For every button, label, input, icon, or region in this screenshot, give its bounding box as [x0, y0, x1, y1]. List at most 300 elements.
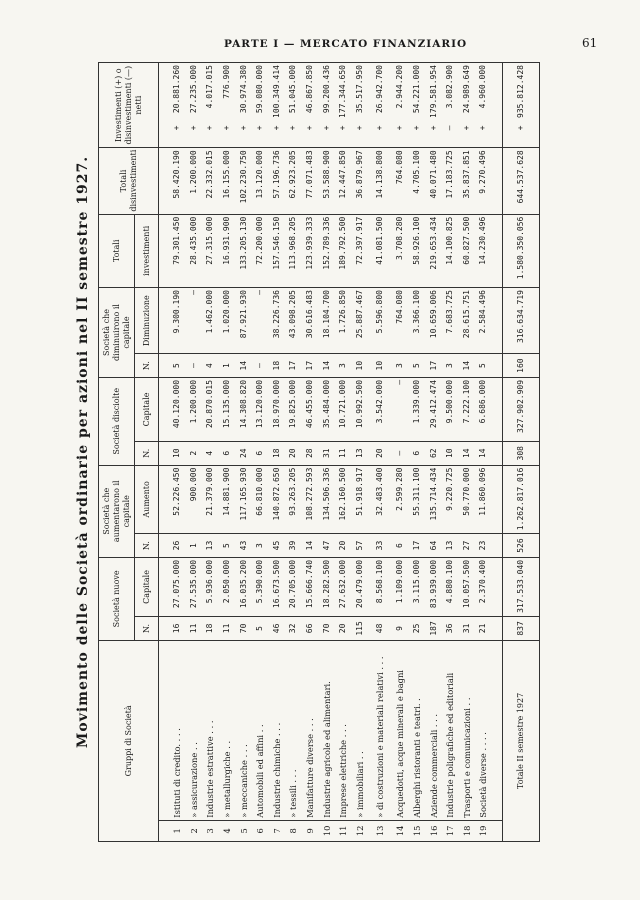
total-cap3: 327.902.909	[502, 377, 539, 441]
cell-n3: 62	[425, 441, 442, 465]
cell-net	[169, 63, 186, 148]
net-sign: +	[375, 125, 385, 131]
cell-inv: 152.789.336	[318, 214, 335, 287]
cell-aum: 93.263.205	[285, 465, 302, 534]
total-n1: 837	[502, 617, 539, 641]
cell-n3: 28	[302, 441, 319, 465]
cell-n4: 17	[285, 354, 302, 378]
cell-cap1: 4.880.100	[442, 557, 459, 616]
cell-net	[252, 63, 269, 148]
cell-dim: 38.226.736	[269, 288, 286, 354]
spacer-cell	[159, 354, 170, 378]
cell-dim: —	[252, 288, 269, 354]
cell-dis: 40.071.480	[425, 148, 442, 214]
cell-dim: 1.726.850	[335, 288, 352, 354]
net-sign: —	[445, 125, 455, 131]
spacer-cell	[492, 148, 503, 214]
net-value: 24.989.649	[461, 65, 471, 114]
net-sign: +	[321, 125, 331, 131]
cell-dis: 4.705.100	[409, 148, 426, 214]
header-totali-disinv: Totali disinvestimenti	[99, 148, 159, 214]
cell-cap3: —	[392, 377, 409, 441]
cell-cap1: 16.035.200	[235, 557, 252, 616]
cell-aum: 134.506.336	[318, 465, 335, 534]
cell-cap1: 20.705.000	[285, 557, 302, 616]
cell-cap3: 1.339.000	[409, 377, 426, 441]
cell-aum: 135.714.434	[425, 465, 442, 534]
spacer-cell	[492, 441, 503, 465]
cell-cap3: 13.120.000	[252, 377, 269, 441]
cell-inv: 123.939.333	[302, 214, 319, 287]
table-row	[335, 63, 352, 842]
table-row	[219, 63, 236, 842]
cell-n1: 70	[318, 617, 335, 641]
cell-net	[302, 63, 319, 148]
spacer-cell	[492, 640, 503, 820]
table-row	[169, 63, 186, 842]
cell-n3: 6	[219, 441, 236, 465]
total-net	[502, 63, 539, 148]
cell-n2: 14	[302, 534, 319, 558]
cell-idx: 17	[442, 820, 459, 841]
cell-n3: 20	[368, 441, 392, 465]
cell-n1: 115	[352, 617, 369, 641]
header-n: N.	[135, 534, 159, 558]
cell-idx: 16	[425, 820, 442, 841]
spacer-cell	[159, 63, 170, 148]
table-row	[409, 63, 426, 842]
cell-dis: 9.270.496	[475, 148, 492, 214]
net-value: 54.221.000	[412, 65, 422, 114]
table-body	[159, 63, 503, 842]
spacer-cell	[159, 148, 170, 214]
cell-dis: 57.196.736	[269, 148, 286, 214]
header-gruppi: Gruppi di Società	[99, 640, 159, 841]
cell-idx: 13	[368, 820, 392, 841]
net-value: 2.944.200	[395, 65, 405, 109]
cell-n3: 6	[409, 441, 426, 465]
header-capitale: Capitale	[135, 377, 159, 441]
header-totali-inv: Totali	[99, 214, 135, 287]
cell-dis: 14.138.800	[368, 148, 392, 214]
spacer-cell	[159, 534, 170, 558]
cell-n1: 18	[202, 617, 219, 641]
table-row	[425, 63, 442, 842]
cell-cap1: 5.936.000	[202, 557, 219, 616]
cell-n4: 14	[235, 354, 252, 378]
cell-aum: 11.860.096	[475, 465, 492, 534]
cell-net	[392, 63, 409, 148]
cell-dis: 58.420.190	[169, 148, 186, 214]
total-n2: 526	[502, 534, 539, 558]
cell-aum: 900.000	[186, 465, 203, 534]
cell-cap1: 27.632.000	[335, 557, 352, 616]
spacer-cell	[492, 63, 503, 148]
cell-n2: 23	[475, 534, 492, 558]
cell-n2: 6	[392, 534, 409, 558]
net-value: 100.349.414	[271, 65, 281, 118]
cell-aum: 14.881.900	[219, 465, 236, 534]
cell-n1: 70	[235, 617, 252, 641]
cell-name: Istituti di credito. . . .	[169, 640, 186, 820]
cell-n2: 5	[219, 534, 236, 558]
spacer-cell	[159, 820, 170, 841]
cell-dis: 22.332.015	[202, 148, 219, 214]
cell-n4: 5	[169, 354, 186, 378]
cell-net	[425, 63, 442, 148]
spacer-cell	[492, 617, 503, 641]
running-title: PARTE I — MERCATO FINANZIARIO	[224, 38, 468, 50]
net-sign: +	[205, 125, 215, 131]
cell-inv: 58.926.100	[409, 214, 426, 287]
cell-cap1: 27.075.000	[169, 557, 186, 616]
cell-cap3: 46.455.000	[302, 377, 319, 441]
net-sign: +	[238, 125, 248, 131]
net-value: 99.200.436	[321, 65, 331, 114]
cell-inv: 27.315.000	[202, 214, 219, 287]
cell-dis: 1.200.000	[186, 148, 203, 214]
table-row	[352, 63, 369, 842]
cell-idx: 18	[459, 820, 476, 841]
cell-dis: 16.155.000	[219, 148, 236, 214]
total-sign: +	[516, 125, 526, 131]
cell-n4: 3	[392, 354, 409, 378]
cell-name: Aziende commerciali . . .	[425, 640, 442, 820]
net-sign: +	[478, 125, 488, 131]
cell-idx: 2	[186, 820, 203, 841]
total-n3: 308	[502, 441, 539, 465]
page-header	[0, 0, 640, 60]
cell-dis: 62.923.205	[285, 148, 302, 214]
cell-n2: 20	[335, 534, 352, 558]
cell-inv: 133.205.130	[235, 214, 252, 287]
cell-inv: 189.792.500	[335, 214, 352, 287]
net-value: 20.881.260	[172, 65, 182, 114]
cell-cap1: 5.390.000	[252, 557, 269, 616]
cell-idx: 10	[318, 820, 335, 841]
table-row	[302, 63, 319, 842]
cell-idx: 9	[302, 820, 319, 841]
net-sign: +	[461, 125, 471, 131]
table-row	[235, 63, 252, 842]
net-sign: +	[271, 125, 281, 131]
cell-n3: 4	[202, 441, 219, 465]
cell-n1: 11	[219, 617, 236, 641]
cell-dis: 36.879.967	[352, 148, 369, 214]
cell-cap1: 18.282.500	[318, 557, 335, 616]
cell-cap3: 15.135.000	[219, 377, 236, 441]
cell-net	[219, 63, 236, 148]
cell-aum: 55.311.100	[409, 465, 426, 534]
cell-dim: 28.615.751	[459, 288, 476, 354]
cell-n3: —	[392, 441, 409, 465]
total-label: Totale II semestre 1927	[502, 640, 539, 841]
cell-inv: 3.708.280	[392, 214, 409, 287]
cell-n1: 46	[269, 617, 286, 641]
cell-cap3: 18.970.000	[269, 377, 286, 441]
cell-aum: 2.599.280	[392, 465, 409, 534]
spacer-cell	[159, 557, 170, 616]
cell-name: Imprese elettriche . . .	[335, 640, 352, 820]
cell-net	[335, 63, 352, 148]
cell-n3: 10	[169, 441, 186, 465]
cell-name: Industrie estrattive . . .	[202, 640, 219, 820]
table-row	[186, 63, 203, 842]
table-row	[475, 63, 492, 842]
spacer-cell	[159, 465, 170, 534]
cell-inv: 28.435.000	[186, 214, 203, 287]
cell-cap3: 10.721.000	[335, 377, 352, 441]
cell-dim: 3.366.100	[409, 288, 426, 354]
cell-cap3: 3.542.000	[368, 377, 392, 441]
cell-name: » immobiliari . .	[352, 640, 369, 820]
cell-n4: 17	[425, 354, 442, 378]
table-row	[202, 63, 219, 842]
spacer-row	[492, 63, 503, 842]
cell-inv: 219.653.434	[425, 214, 442, 287]
cell-n1: 36	[442, 617, 459, 641]
cell-dim: 43.098.205	[285, 288, 302, 354]
net-sign: +	[255, 125, 265, 131]
cell-dis: 77.071.483	[302, 148, 319, 214]
table-row	[368, 63, 392, 842]
cell-n4: —	[186, 354, 203, 378]
cell-aum: 162.160.500	[335, 465, 352, 534]
cell-dim: 2.584.496	[475, 288, 492, 354]
cell-inv: 41.081.500	[368, 214, 392, 287]
cell-dis: 764.080	[392, 148, 409, 214]
cell-cap1: 10.057.500	[459, 557, 476, 616]
cell-idx: 5	[235, 820, 252, 841]
net-sign: +	[395, 125, 405, 131]
cell-idx: 19	[475, 820, 492, 841]
cell-n3: 2	[186, 441, 203, 465]
page-number: 61	[582, 36, 598, 50]
cell-dim: 9.300.190	[169, 288, 186, 354]
net-value: 177.344.650	[338, 65, 348, 118]
cell-inv: 79.301.450	[169, 214, 186, 287]
cell-cap3: 9.500.000	[442, 377, 459, 441]
cell-cap3: 35.484.000	[318, 377, 335, 441]
table-row	[442, 63, 459, 842]
cell-net	[459, 63, 476, 148]
cell-name: Trasporti e comunicazioni . .	[459, 640, 476, 820]
cell-net	[202, 63, 219, 148]
net-value: 30.974.380	[238, 65, 248, 114]
cell-dim: 7.683.725	[442, 288, 459, 354]
cell-n4: 17	[302, 354, 319, 378]
cell-n4: 4	[202, 354, 219, 378]
cell-net	[269, 63, 286, 148]
net-sign: +	[428, 125, 438, 131]
cell-n1: 21	[475, 617, 492, 641]
cell-n2: 47	[318, 534, 335, 558]
spacer-row	[159, 63, 170, 842]
cell-n2: 13	[442, 534, 459, 558]
cell-name: Alberghi ristoranti e teatri. .	[409, 640, 426, 820]
spacer-cell	[159, 377, 170, 441]
table-row	[269, 63, 286, 842]
header-investimenti-sub: investimenti	[135, 214, 159, 287]
cell-n2: 39	[285, 534, 302, 558]
net-sign: +	[338, 125, 348, 131]
cell-n4: 5	[475, 354, 492, 378]
cell-idx: 3	[202, 820, 219, 841]
spacer-cell	[492, 534, 503, 558]
cell-cap3: 19.825.000	[285, 377, 302, 441]
spacer-cell	[492, 214, 503, 287]
header-n: N.	[135, 617, 159, 641]
cell-net	[235, 63, 252, 148]
net-value: 26.942.700	[375, 65, 385, 114]
cell-dis: 13.120.000	[252, 148, 269, 214]
cell-net	[368, 63, 392, 148]
cell-dis: 102.230.750	[235, 148, 252, 214]
cell-cap1: 16.673.500	[269, 557, 286, 616]
net-value: 3.082.900	[445, 65, 455, 109]
cell-n3: 20	[285, 441, 302, 465]
cell-n4: 14	[318, 354, 335, 378]
cell-aum: 9.220.725	[442, 465, 459, 534]
cell-inv: 113.968.205	[285, 214, 302, 287]
header-diminuzione-sub: Diminuzione	[135, 288, 159, 354]
header-aumento-sub: Aumento	[135, 465, 159, 534]
cell-dim: 18.104.700	[318, 288, 335, 354]
table-title: Movimento delle Società ordinarie per azioni nel II semestre 1927.	[75, 155, 91, 749]
total-cap1: 317.533.040	[502, 557, 539, 616]
cell-name: Industrie poligrafiche ed editoriali	[442, 640, 459, 820]
total-dim: 316.634.719	[502, 288, 539, 354]
cell-n4: 10	[352, 354, 369, 378]
cell-dim: 10.659.006	[425, 288, 442, 354]
cell-cap1: 83.939.000	[425, 557, 442, 616]
cell-n1: 48	[368, 617, 392, 641]
cell-dim: —	[186, 288, 203, 354]
cell-n2: 13	[202, 534, 219, 558]
cell-dis: 17.183.725	[442, 148, 459, 214]
cell-n4: 1	[219, 354, 236, 378]
total-dis: 644.537.628	[502, 148, 539, 214]
cell-n1: 5	[252, 617, 269, 641]
net-sign: +	[188, 125, 198, 131]
cell-cap3: 14.308.820	[235, 377, 252, 441]
net-value: 46.867.850	[305, 65, 315, 114]
cell-n1: 32	[285, 617, 302, 641]
cell-n2: 1	[186, 534, 203, 558]
cell-cap3: 20.870.015	[202, 377, 219, 441]
cell-net	[318, 63, 335, 148]
net-value: 179.581.954	[428, 65, 438, 118]
cell-name: » meccaniche . . .	[235, 640, 252, 820]
cell-name: Acquedotti, acque minerali e bagni	[392, 640, 409, 820]
cell-dis: 12.447.850	[335, 148, 352, 214]
cell-cap1: 2.370.400	[475, 557, 492, 616]
cell-n1: 31	[459, 617, 476, 641]
cell-name: Industrie agricole ed alimentari.	[318, 640, 335, 820]
cell-name: » assicurazione . .	[186, 640, 203, 820]
cell-name: Manifatture diverse . . .	[302, 640, 319, 820]
rotated-table-block	[70, 62, 620, 842]
cell-dim: 30.616.483	[302, 288, 319, 354]
spacer-cell	[159, 617, 170, 641]
cell-idx: 6	[252, 820, 269, 841]
spacer-cell	[159, 441, 170, 465]
header-capitale: Capitale	[135, 557, 159, 616]
cell-n4: 5	[409, 354, 426, 378]
cell-n3: 10	[442, 441, 459, 465]
cell-name: Società diverse . . . .	[475, 640, 492, 820]
cell-idx: 7	[269, 820, 286, 841]
header-diminuzione: Società che diminuirono il capitale	[99, 288, 135, 378]
cell-dim: 1.020.000	[219, 288, 236, 354]
cell-dim: 764.080	[392, 288, 409, 354]
header-disciolte: Società disciolte	[99, 377, 135, 465]
cell-cap1: 15.666.740	[302, 557, 319, 616]
cell-net	[186, 63, 203, 148]
cell-net	[475, 63, 492, 148]
cell-n3: 31	[318, 441, 335, 465]
cell-cap1: 1.109.000	[392, 557, 409, 616]
cell-n3: 18	[269, 441, 286, 465]
cell-name: Industrie chimiche . . .	[269, 640, 286, 820]
cell-n1: 66	[302, 617, 319, 641]
table-row	[285, 63, 302, 842]
cell-n2: 27	[459, 534, 476, 558]
net-sign: +	[412, 125, 422, 131]
cell-cap3: 29.412.474	[425, 377, 442, 441]
cell-cap1: 2.050.000	[219, 557, 236, 616]
cell-idx: 14	[392, 820, 409, 841]
net-sign: +	[288, 125, 298, 131]
net-value: 35.517.950	[354, 65, 364, 114]
cell-aum: 108.272.593	[302, 465, 319, 534]
cell-n1: 11	[186, 617, 203, 641]
cell-idx: 11	[335, 820, 352, 841]
cell-dis: 53.588.900	[318, 148, 335, 214]
cell-aum: 21.379.000	[202, 465, 219, 534]
cell-idx: 8	[285, 820, 302, 841]
cell-inv: 72.200.000	[252, 214, 269, 287]
cell-dim: 87.921.930	[235, 288, 252, 354]
cell-inv: 60.827.500	[459, 214, 476, 287]
cell-net	[442, 63, 459, 148]
net-value: 4.960.000	[478, 65, 488, 109]
cell-n2: 26	[169, 534, 186, 558]
cell-n2: 3	[252, 534, 269, 558]
cell-n2: 45	[269, 534, 286, 558]
cell-n2: 43	[235, 534, 252, 558]
total-aum: 1.262.817.016	[502, 465, 539, 534]
cell-name: » metallurgiche . .	[219, 640, 236, 820]
table-row	[459, 63, 476, 842]
statistics-table	[98, 62, 540, 842]
cell-n4: 18	[269, 354, 286, 378]
cell-aum: 32.483.400	[368, 465, 392, 534]
header-aumento: Società che aumentarono il capitale	[99, 465, 135, 557]
cell-n1: 9	[392, 617, 409, 641]
cell-name: » tessili . . .	[285, 640, 302, 820]
cell-n3: 14	[475, 441, 492, 465]
cell-n3: 13	[352, 441, 369, 465]
cell-dis: 35.837.851	[459, 148, 476, 214]
total-inv: 1.580.350.056	[502, 214, 539, 287]
spacer-cell	[492, 557, 503, 616]
cell-dim: 5.596.800	[368, 288, 392, 354]
cell-cap3: 10.992.500	[352, 377, 369, 441]
cell-n2: 64	[425, 534, 442, 558]
spacer-cell	[492, 354, 503, 378]
table-row	[318, 63, 335, 842]
